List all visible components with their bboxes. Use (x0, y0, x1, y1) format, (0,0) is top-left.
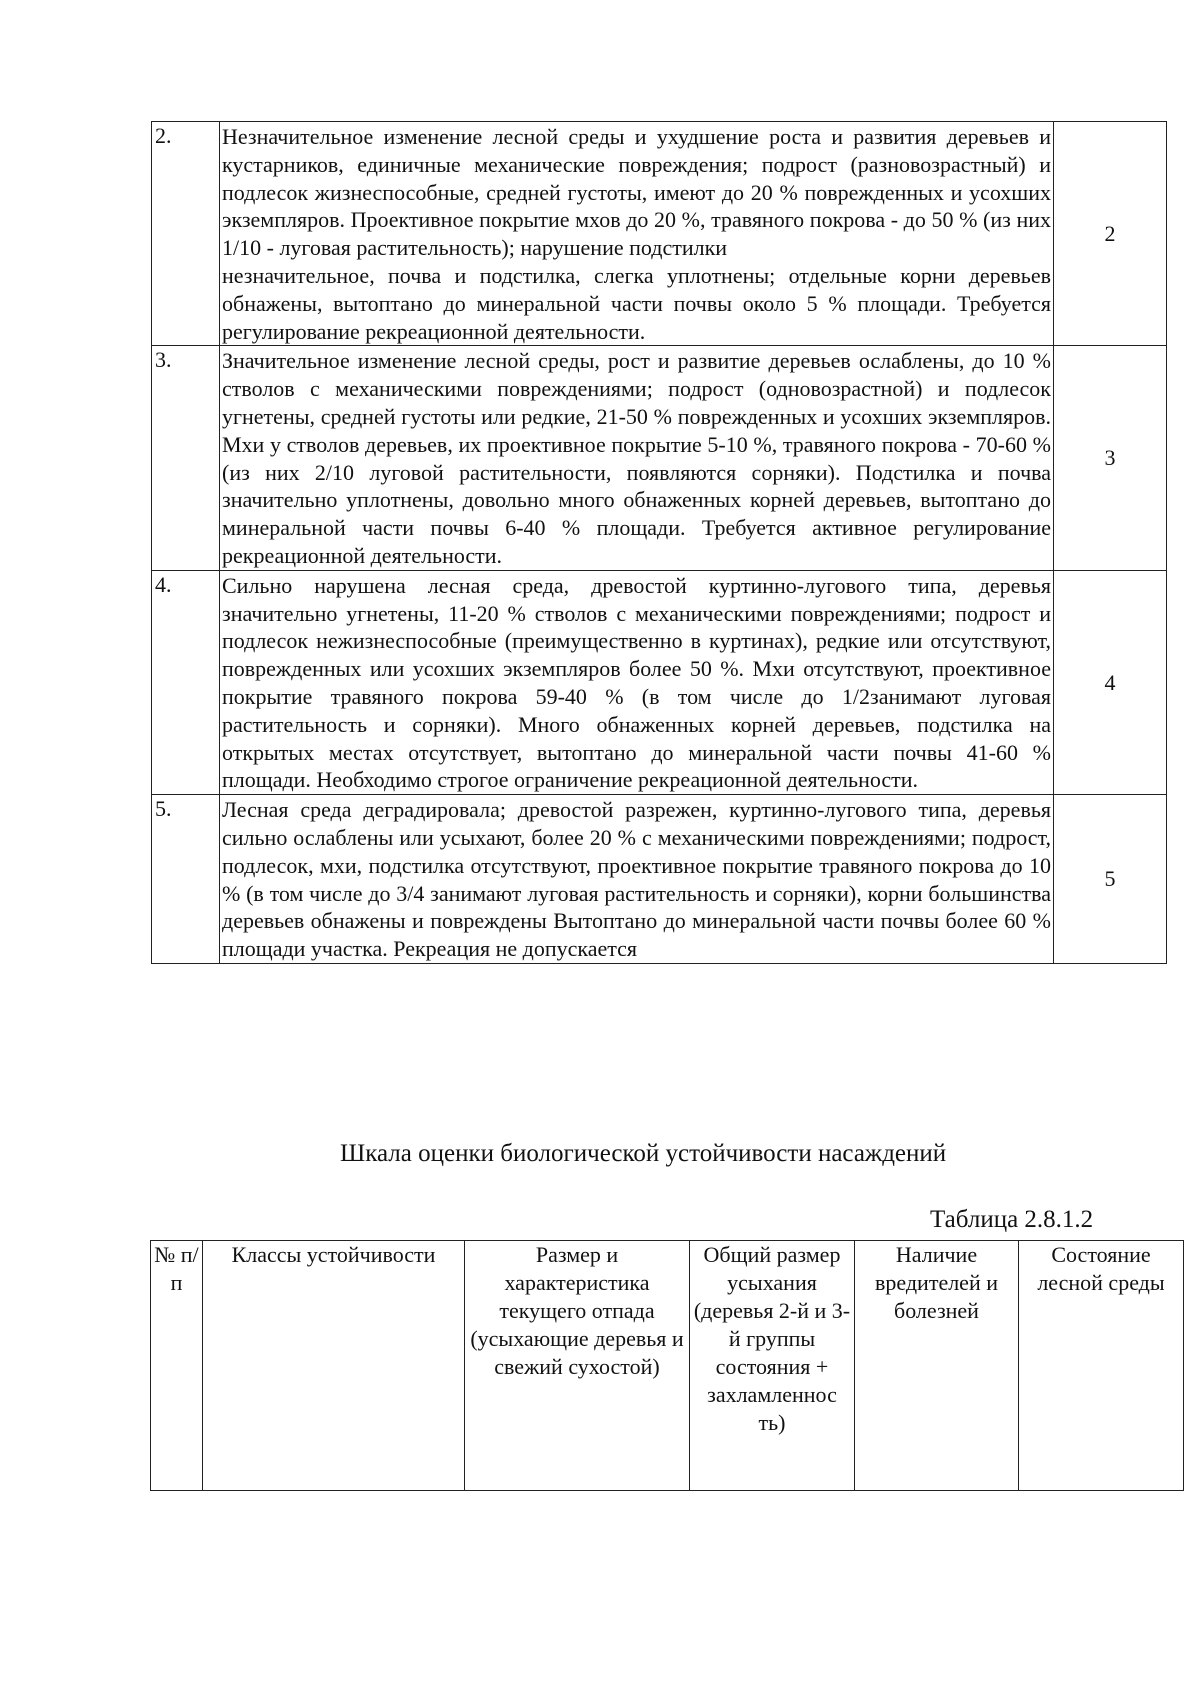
col-header-number: № п/п (151, 1241, 203, 1491)
col-header-forest-condition: Состояние лесной среды (1019, 1241, 1184, 1491)
row-description: Лесная среда деградировала; древостой разрежен, куртинно-лугового типа, деревья сильно ослаблены или усыхают, более 20 % с механическими повреждениями; подрост, подлесок, мхи, подстилка отсутствуют, проективное покрытие травяного покрова до 10 % (в том числе до 3/4 занимают луговая растительность и сорняки), корни большинства деревьев обнажены и повреждены Вытоптано до минеральной части почвы более 60 % площади участка. Рекреация не допускается (220, 795, 1054, 964)
table-row (152, 122, 1167, 346)
row-number: 2. (152, 122, 220, 346)
row-score: 4 (1054, 570, 1167, 794)
row-score: 2 (1054, 122, 1167, 346)
table-row (152, 570, 1167, 794)
row-number: 4. (152, 570, 220, 794)
row-description (220, 122, 1054, 346)
col-header-current-deadwood: Размер и характеристика текущего отпада (усыхающие деревья и свежий сухостой) (465, 1241, 690, 1491)
stability-scale-table (150, 1240, 1184, 1491)
row-description-part2: незначительное, почва и подстилка, слегка уплотнены; отдельные корни деревьев обнажены, вытоптано до минеральной части почвы около 5 % площади. Требуется регулирование рекреационной деятельности. (222, 262, 1051, 344)
col-header-stability-class: Классы устойчивости (203, 1241, 465, 1491)
table-row (152, 795, 1167, 964)
header-row (151, 1241, 1184, 1491)
row-description: Значительное изменение лесной среды, рост и развитие деревьев ослаблены, до 10 % стволов с механическими повреждениями; подрост (одновозрастной) и подлесок угнетены, средней густоты или редкие, 21-50 % поврежденных и усохших экземпляров. Мхи у стволов деревьев, их проективное покрытие 5-10 %, травяного покрова - 70-60 % (из них 2/10 луговой растительности, появляются сорняки). Подстилка и почва значительно уплотнены, довольно много обнаженных корней деревьев, вытоптано до минеральной части почвы 6-40 % площади. Требуется активное регулирование рекреационной деятельности. (220, 346, 1054, 570)
row-score: 3 (1054, 346, 1167, 570)
recreation-stage-table (151, 121, 1167, 964)
row-score: 5 (1054, 795, 1167, 964)
section-title: Шкала оценки биологической устойчивости насаждений (340, 1140, 947, 1167)
row-number: 5. (152, 795, 220, 964)
table-number: Таблица 2.8.1.2 (930, 1206, 1094, 1233)
row-description: Сильно нарушена лесная среда, древостой куртинно-лугового типа, деревья значительно угнетены, 11-20 % стволов с механическими повреждениями; подрост и подлесок нежизнеспособные (преимущественно в куртинах), редкие или отсутствуют, поврежденных или усохших экземпляров более 50 %. Мхи отсутствуют, проективное покрытие травяного покрова 59-40 % (в том числе до 1/2занимают луговая растительность и сорняки). Много обнаженных корней деревьев, подстилка на открытых местах отсутствует, вытоптано до минеральной части почвы 41-60 % площади. Необходимо строгое ограничение рекреационной деятельности. (220, 570, 1054, 794)
col-header-pests-diseases: Наличие вредителей и болезней (855, 1241, 1019, 1491)
col-header-total-drying: Общий размер усыхания (деревья 2-й и 3-й группы состояния + захламленнос ть) (690, 1241, 855, 1491)
row-description-part1: Незначительное изменение лесной среды и ухудшение роста и развития деревьев и кустарников, единичные механические повреждения; подрост (разновозрастный) и подлесок жизнеспособные, средней густоты, имеют до 20 % поврежденных и усохших экземпляров. Проективное покрытие мхов до 20 %, травяного покрова - до 50 % (из них 1/10 - луговая растительность); нарушение подстилки (222, 124, 1051, 261)
row-number: 3. (152, 346, 220, 570)
table-row (152, 346, 1167, 570)
